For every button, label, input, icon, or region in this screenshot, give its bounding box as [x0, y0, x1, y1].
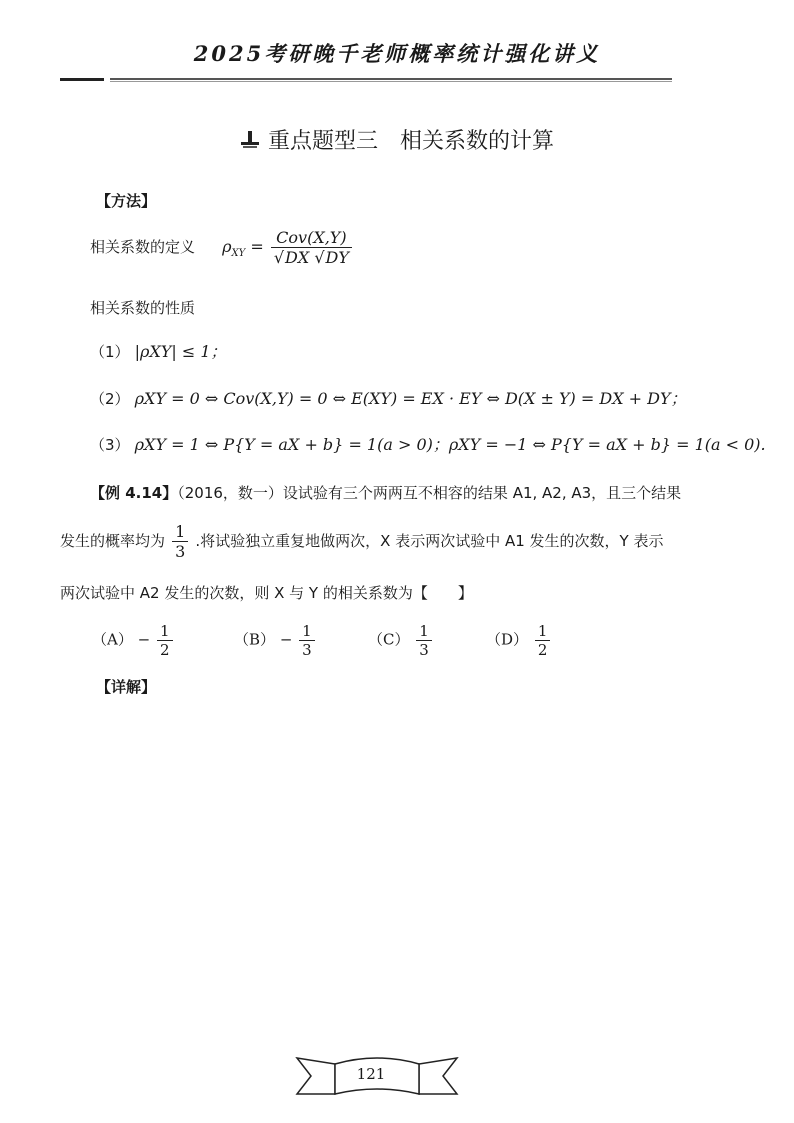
header-rule-thin	[110, 81, 672, 82]
header-title: 2025考研晚千老师概率统计强化讲义	[193, 41, 601, 66]
property-3	[90, 432, 766, 455]
property-3-number: （3）	[90, 436, 130, 454]
section-title-text: 重点题型三 相关系数的计算	[267, 129, 554, 154]
header-rule	[110, 78, 672, 80]
example-text-3: 两次试验中 A2 发生的次数，则 X 与 Y 的相关系数为【 】	[60, 584, 473, 602]
example-line-2	[60, 522, 663, 561]
probability-numerator: 1	[175, 522, 186, 541]
definition-denominator: √DX √DY	[271, 247, 352, 267]
example-line-3	[60, 582, 473, 603]
definition-row	[90, 228, 354, 267]
example-text-1: 设试验有三个两两互不相容的结果 A1, A2, A3，且三个结果	[282, 484, 682, 502]
solution-label: 【详解】	[96, 678, 157, 696]
page-number: 121	[356, 1065, 386, 1083]
option-d	[486, 622, 552, 659]
example-text-2b: .将试验独立重复地做两次，X 表示两次试验中 A1 发生的次数，Y 表示	[195, 532, 664, 550]
property-2	[90, 386, 687, 409]
definition-rho: $\rho_{XY}$ =	[222, 237, 264, 260]
option-a-sign: −	[137, 630, 151, 649]
property-label: 相关系数的性质	[90, 299, 196, 317]
option-b	[234, 622, 317, 659]
definition-numerator: Cov(X,Y)	[276, 228, 347, 247]
definition-label: 相关系数的定义	[90, 238, 196, 256]
definition-fraction	[271, 228, 352, 267]
option-b-label: （B）	[234, 630, 276, 649]
example-line-1	[90, 482, 681, 503]
section-title	[0, 124, 794, 155]
property-1	[90, 339, 227, 362]
option-a-fraction: $\frac{1}{2}$	[157, 622, 173, 659]
property-1-number: （1）	[90, 343, 130, 361]
header-rule-accent	[60, 78, 104, 81]
method-label: 【方法】	[96, 192, 157, 210]
property-1-formula: |ρXY| ≤ 1；	[134, 342, 227, 361]
property-2-number: （2）	[90, 390, 130, 408]
option-d-label: （D）	[486, 630, 529, 649]
example-source: （2016，数一）	[177, 484, 283, 502]
option-a-label: （A）	[92, 630, 133, 649]
probability-denominator: 3	[172, 541, 188, 561]
option-b-fraction: $\frac{1}{3}$	[299, 622, 315, 659]
option-d-fraction: $\frac{1}{2}$	[535, 622, 551, 659]
option-c-label: （C）	[368, 630, 410, 649]
property-2-formula: ρXY = 0 ⇔ Cov(X,Y) = 0 ⇔ E(XY) = EX · EY ⇔ D(X ± Y) = DX + DY；	[134, 389, 687, 408]
option-c-fraction: $\frac{1}{3}$	[416, 622, 432, 659]
option-b-sign: −	[279, 630, 293, 649]
option-a	[92, 622, 175, 659]
probability-fraction	[172, 522, 188, 561]
section-marker-icon	[240, 130, 260, 150]
example-text-2a: 发生的概率均为	[60, 532, 166, 550]
example-label: 【例 4.14】	[90, 484, 178, 502]
option-c	[368, 622, 434, 659]
property-3-formula: ρXY = 1 ⇔ P{Y = aX + b} = 1(a > 0)；ρXY = −1 ⇔ P{Y = aX + b} = 1(a < 0).	[134, 435, 766, 454]
